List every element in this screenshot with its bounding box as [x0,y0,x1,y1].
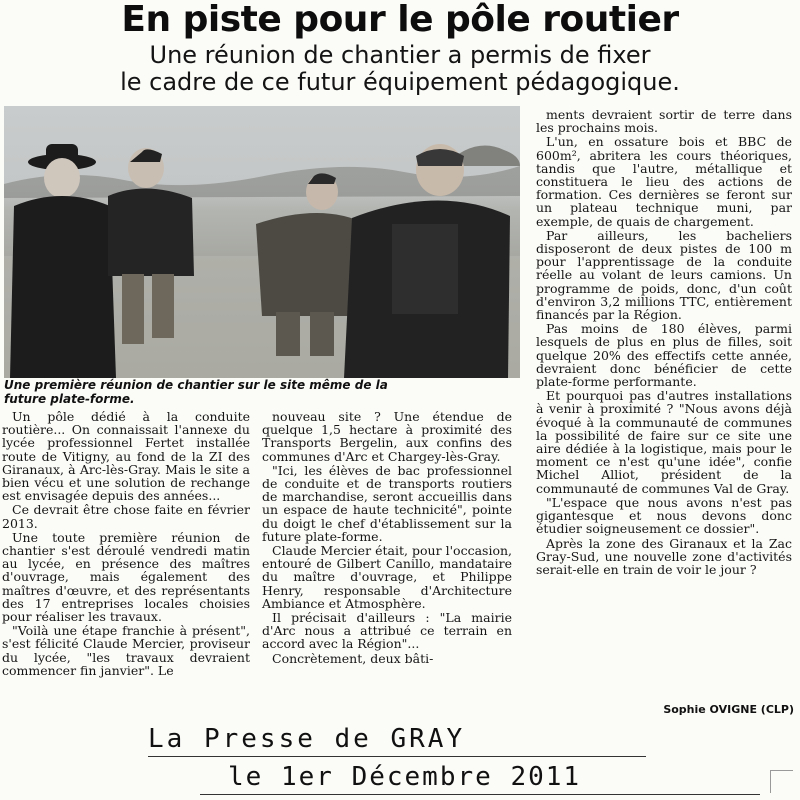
paragraph: Une toute première réunion de chantier s'est déroulé vendredi matin au lycée, en présence des maîtres d'ouvrage, mais également des maîtres d'œuvre, et des représentants des 17 entreprises locales choisies pour réaliser les travaux. [2,529,250,625]
subtitle-line-1: Une réunion de chantier a permis de fixer [149,41,651,69]
subtitle-line-2: le cadre de ce futur équipement pédagogique. [120,68,680,96]
author-byline: Sophie OVIGNE (CLP) [663,703,794,716]
paragraph: "Ici, les élèves de bac professionnel de conduite et de transports routiers de marchandise, seront accueillis dans un espace de haute technicité", pointe du doigt le chef d'établissement sur la future plate-forme. [262,462,512,544]
photo-illustration [4,106,520,378]
article-title: En piste pour le pôle routier [121,0,679,40]
scan-corner-mark [770,770,793,793]
article-photo [4,106,520,378]
article-subtitle [5,42,795,96]
paragraph: Claude Mercier était, pour l'occasion, entouré de Gilbert Canillo, mandataire du maître d'ouvrage, et Philippe Henry, responsable d'Architecture Ambiance et Atmosphère. [262,543,512,611]
paragraph: "L'espace que nous avons n'est pas gigantesque et nous devons donc étudier soigneusement ce dossier". [536,494,792,537]
caption-line-1: Une première réunion de chantier sur le site même de la [4,378,388,392]
handwritten-source: La Presse de GRAY [148,724,466,754]
article-column-1 [2,410,250,678]
paragraph: Et pourquoi pas d'autres installations à venir à proximité ? "Nous avons déjà évoqué à la communauté de communes la possibilité de faire sur ce site une aire dédiée à la logistique, mais pour le moment ce n'est qu'une idée", confie Michel Alliot, président de la communauté de communes Val de Gray. [536,388,792,496]
handwritten-date: le 1er Décembre 2011 [228,762,582,792]
caption-line-2: future plate-forme. [4,392,135,406]
paragraph: nouveau site ? Une étendue de quelque 1,5 hectare à proximité des Transports Bergelin, aux confins des communes d'Arc et Chargey-lès-Gray. [262,409,512,464]
paragraph: Il précisait d'ailleurs : "La mairie d'Arc nous a attribué ce terrain en accord avec la Région"... [262,610,512,652]
article-column-2 [262,410,512,666]
paragraph: Pas moins de 180 élèves, parmi lesquels de plus en plus de filles, soit quelque 20% des effectifs cette année, devraient donc bénéficier de cette plate-forme performante. [536,321,792,390]
paragraph: L'un, en ossature bois et BBC de 600m², abritera les cours théoriques, tandis que l'autre, métallique et constituera le lieu des actions de formation. Ces dernières se feront sur un plateau technique muni, par exemple, de quais de chargement. [536,134,792,229]
paragraph: Par ailleurs, les bacheliers disposeront de deux pistes de 100 m pour l'apprentissage de la conduite réelle au volant de leurs camions. Un programme de poids, donc, d'un coût d'environ 3,2 millions TTC, entièrement financés par la Région. [536,227,792,323]
paragraph: Après la zone des Giranaux et la Zac Gray-Sud, une nouvelle zone d'activités serait-elle en train de voir le jour ? [536,535,792,577]
paragraph: Concrètement, deux bâti- [272,650,434,666]
underline-2 [200,794,760,795]
photo-caption [4,378,520,406]
underline-1 [148,756,646,757]
paragraph: Un pôle dédié à la conduite routière... On connaissait l'annexe du lycée professionnel Fertet installée route de Vitigny, au fond de la ZI des Giranaux, à Arc-lès-Gray. Mais le site a bien vécu et une solution de rechange est envisagée depuis des années... [2,409,250,504]
article-column-3 [536,108,792,577]
paragraph: Ce devrait être chose faite en février 2013. [2,502,250,531]
paragraph: ments devraient sortir de terre dans les prochains mois. [536,107,792,136]
paragraph: "Voilà une étape franchie à présent", s'est félicité Claude Mercier, proviseur du lycée, "les travaux devraient commencer fin janvier". Le [2,623,250,678]
